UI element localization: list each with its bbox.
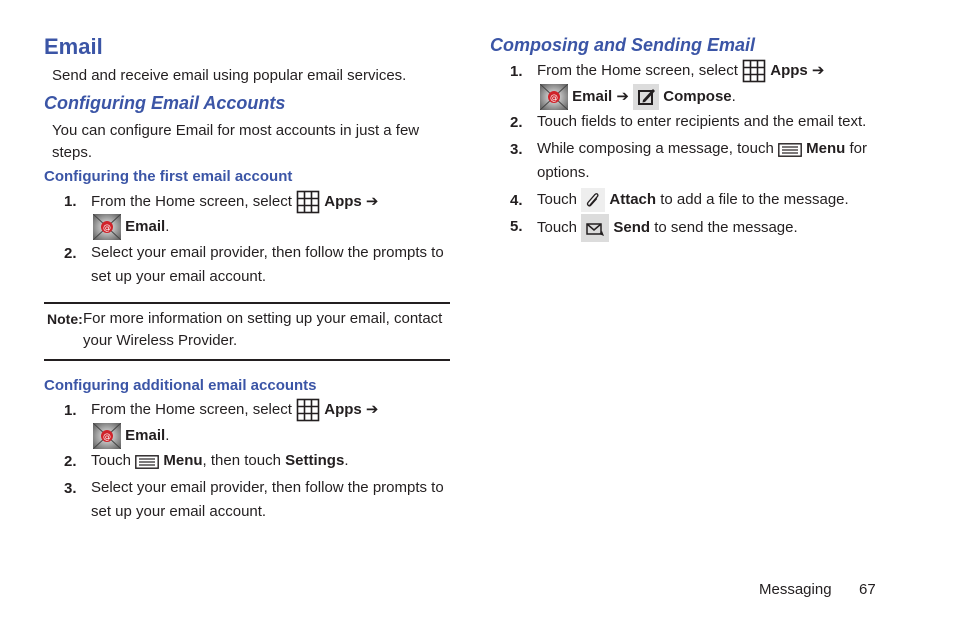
step-text-part: Touch: [91, 452, 132, 469]
menu-label: Menu: [806, 140, 846, 157]
config-heading: Configuring Email Accounts: [44, 93, 286, 113]
step-text-line2: set up your email account.: [91, 268, 267, 285]
step-number: 2.: [510, 114, 523, 131]
apps-grid-icon: [296, 398, 320, 422]
menu-icon: [135, 454, 159, 468]
apps-label: Apps: [324, 400, 362, 418]
email-app-icon: [93, 214, 121, 240]
compose-label: Compose: [663, 87, 732, 105]
period: .: [731, 87, 736, 105]
additional-accounts-heading: Configuring additional email accounts: [44, 377, 317, 394]
attach-label: Attach: [609, 190, 657, 208]
footer-section: Messaging: [759, 581, 832, 598]
apps-label: Apps: [324, 192, 362, 210]
menu-icon: [778, 142, 802, 156]
step-text-part: Touch: [537, 190, 578, 208]
arrow: ➔: [365, 192, 379, 210]
menu-label: Menu: [163, 452, 203, 469]
config-text-line2: steps.: [52, 144, 93, 161]
compose-icon: [633, 84, 659, 110]
period: .: [344, 452, 349, 469]
first-account-heading: Configuring the first email account: [44, 168, 293, 185]
step-text-continued: [540, 84, 736, 110]
send-label: Send: [613, 218, 651, 236]
step-text-line2: options.: [537, 164, 590, 181]
step-text-part: From the Home screen, select: [537, 61, 738, 79]
settings-label: Settings: [285, 452, 345, 469]
intro-text: Send and receive email using popular email services.: [52, 67, 407, 84]
svg-text:@: @: [103, 223, 111, 232]
step-text: [537, 188, 849, 212]
step-number: 3.: [510, 141, 523, 158]
period: .: [165, 426, 170, 444]
step-text: [91, 190, 379, 214]
send-icon: [581, 214, 609, 242]
period: .: [165, 217, 170, 235]
step-text-part: Touch: [537, 218, 578, 236]
step-number: 1.: [64, 402, 77, 419]
step-number: 3.: [64, 480, 77, 497]
apps-grid-icon: [742, 59, 766, 83]
step-text-part: to add a file to the message.: [660, 190, 849, 208]
note-text-line1: For more information on setting up your email, contact: [83, 310, 443, 327]
config-text-line1: You can configure Email for most accounts in just a few: [52, 122, 420, 139]
step-text-part: From the Home screen, select: [91, 192, 292, 210]
arrow: ➔: [616, 87, 629, 105]
step-number: 2.: [64, 453, 77, 470]
step-number: 4.: [510, 192, 523, 209]
page-number: 67: [859, 581, 876, 598]
step-text: Touch fields to enter recipients and the email text.: [537, 113, 867, 130]
note-text-line2: your Wireless Provider.: [83, 332, 238, 349]
step-text-part: , then touch: [202, 452, 281, 469]
apps-grid-icon: [296, 190, 320, 214]
email-app-icon: [540, 84, 568, 110]
step-text-part: While composing a message, touch: [537, 140, 774, 157]
svg-text:@: @: [550, 93, 558, 102]
step-text: [91, 450, 348, 472]
paperclip-icon: [581, 188, 605, 212]
page-title: Email: [44, 34, 103, 59]
step-text: [537, 138, 867, 160]
step-text-part: From the Home screen, select: [91, 400, 292, 418]
arrow: ➔: [811, 61, 825, 79]
step-number: 1.: [64, 193, 77, 210]
svg-text:@: @: [103, 432, 111, 441]
compose-heading: Composing and Sending Email: [490, 35, 756, 55]
step-text-part: for: [849, 140, 867, 157]
step-text: [537, 59, 825, 83]
apps-label: Apps: [770, 61, 808, 79]
step-text: [91, 398, 379, 422]
note-bottom-divider: [44, 359, 450, 361]
note-label: Note:: [47, 311, 83, 327]
step-number: 2.: [64, 245, 77, 262]
step-number: 1.: [510, 63, 523, 80]
email-label: Email: [125, 217, 166, 235]
step-text-line1: Select your email provider, then follow the prompts to: [91, 244, 444, 261]
email-label: Email: [572, 87, 613, 105]
step-text-line2: set up your email account.: [91, 503, 267, 520]
email-label: Email: [125, 426, 166, 444]
step-text-continued: [93, 214, 169, 240]
note-top-divider: [44, 302, 450, 304]
step-text-part: to send the message.: [654, 218, 798, 236]
step-number: 5.: [510, 218, 523, 235]
step-text-continued: [93, 423, 169, 449]
step-text: [537, 214, 798, 242]
email-app-icon: [93, 423, 121, 449]
arrow: ➔: [365, 400, 379, 418]
step-text-line1: Select your email provider, then follow the prompts to: [91, 479, 444, 496]
